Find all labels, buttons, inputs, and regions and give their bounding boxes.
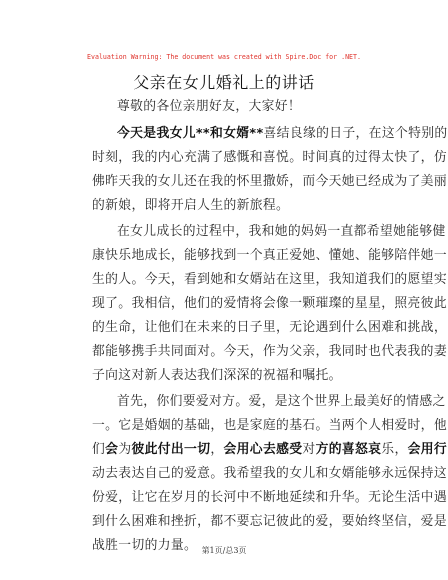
paragraph-2-line-4: 现了。我相信，他们的爱情将会像一颗璀璨的星星，照亮彼此: [92, 296, 447, 311]
paragraph-2-line-2: 康快乐地成长，能够找到一个真正爱她、懂她、能够陪伴她一: [92, 248, 447, 263]
paragraph-2-line-6: 都能够携手共同面对。今天，作为父亲，我同时也代表我的妻: [92, 344, 447, 359]
paragraph-1-line-2: 时刻，我的内心充满了感慨和喜悦。时间真的过得太快了，仿: [92, 150, 447, 165]
page-number: 第1页/总3页: [201, 546, 247, 555]
bold-phrase: 会用心去感受: [223, 442, 303, 457]
paragraph-text: 乐，: [381, 442, 408, 457]
paragraph-2-line-7: 子向这对新人表达我们深深的祝福和嘱托。: [92, 368, 342, 383]
paragraph-3-line-3: [92, 442, 447, 458]
paragraph-3-line-7: 战胜一切的力量。: [92, 538, 198, 553]
bold-phrase: 方的喜怒哀: [315, 442, 382, 457]
bold-phrase: 今天是我女儿**和女婿**: [117, 126, 264, 141]
paragraph-1-line-3: 佛昨天我的女儿还在我的怀里撒娇，而今天她已经成为了美丽: [92, 174, 447, 189]
paragraph-text: 对: [302, 442, 316, 457]
paragraph-2-line-5: 的生命，让他们在未来的日子里，无论遇到什么困难和挑战，: [92, 320, 447, 335]
paragraph-text: 为: [118, 442, 132, 457]
paragraph-3-line-2: 一。它是婚姻的基础，也是家庭的基石。当两个人相爱时，他: [92, 418, 447, 433]
paragraph-3-line-4: 动去表达自己的爱意。我希望我的女儿和女婿能够永远保持这: [92, 466, 447, 481]
paragraph-1-line-4: 的新娘，即将开启人生的新旅程。: [92, 198, 290, 213]
paragraph-2-line-3: 生的人。今天，看到她和女婿站在这里，我知道我们的愿望实: [92, 272, 447, 287]
paragraph-3-line-5: 份爱，让它在岁月的长河中不断地延续和升华。无论生活中遇: [92, 490, 447, 505]
greeting: 尊敬的各位亲朋好友，大家好！: [117, 99, 302, 114]
bold-phrase: 会用行: [407, 442, 448, 457]
paragraph-3-line-6: 到什么困难和挫折，都不要忘记彼此的爱，要始终坚信，爱是: [92, 514, 447, 529]
bold-phrase: 会: [105, 442, 119, 457]
paragraph-1-line-1: [117, 126, 448, 142]
paragraph-3-line-1: 首先，你们要爱对方。爱，是这个世界上最美好的情感之: [117, 394, 446, 409]
paragraph-2-line-1: 在女儿成长的过程中，我和她的妈妈一直都希望她能够健: [117, 224, 446, 239]
paragraph-text: 们: [92, 442, 106, 457]
paragraph-text: ，: [210, 442, 224, 457]
document-title: 父亲在女儿婚礼上的讲话: [133, 73, 315, 92]
paragraph-text: 喜结良缘的日子，在这个特别的: [263, 126, 448, 141]
evaluation-warning: Evaluation Warning: The document was created with Spire.Doc for .NET.: [87, 53, 361, 61]
bold-phrase: 彼此付出一切: [131, 442, 211, 457]
